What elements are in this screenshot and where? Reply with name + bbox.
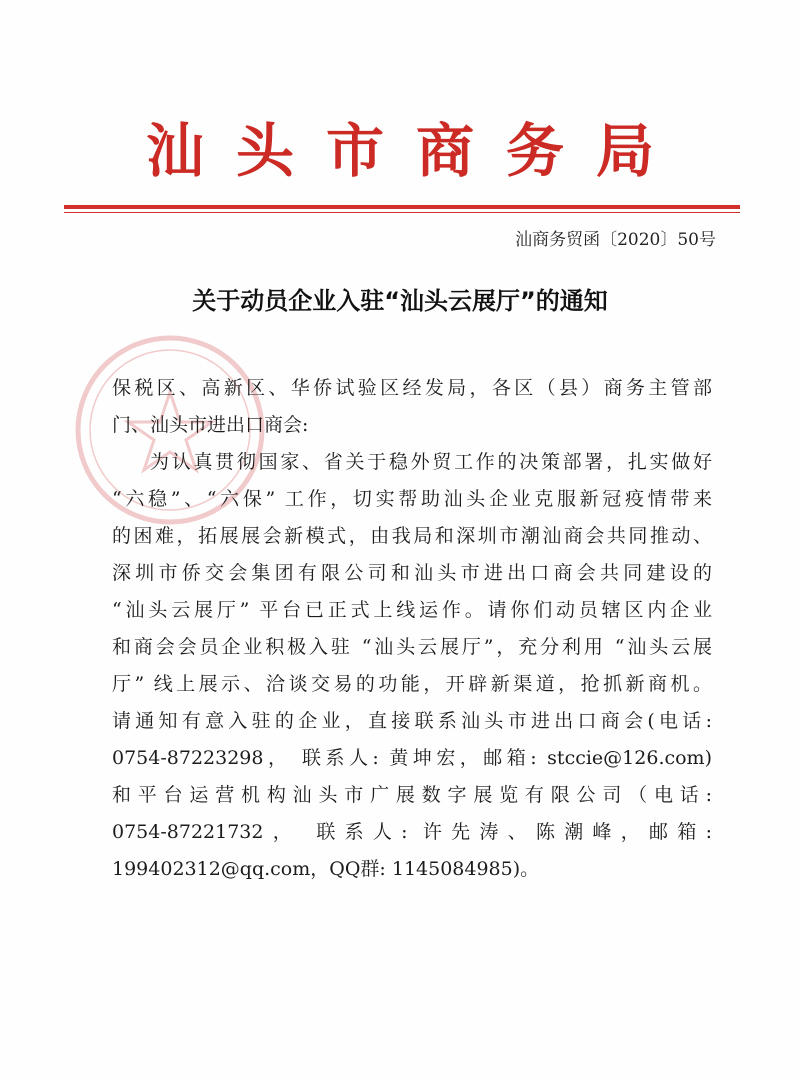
body-line: 199402312@qq.com，QQ群: 1145084985)。 [112,858,540,880]
body-line: 深圳市侨交会集团有限公司和汕头市进出口商会共同建设的 [112,562,712,584]
body-line: 和平台运营机构汕头市广展数字展览有限公司（电话: [112,784,712,806]
body-line: 0754-87223298， 联系人: 黄坤宏，邮箱: stccie@126.com) [112,747,712,769]
body-line: 和商会会员企业积极入驻 “汕头云展厅”，充分利用 “汕头云展 [112,636,712,658]
body-line: 请通知有意入驻的企业，直接联系汕头市进出口商会(电话: [112,710,712,732]
salutation-line: 保税区、高新区、华侨试验区经发局，各区（县）商务主管部 [112,377,712,399]
notice-body [112,370,712,888]
body-line: “汕头云展厅” 平台已正式上线运作。请你们动员辖区内企业 [112,599,712,621]
red-divider-thick [64,205,740,209]
red-divider-thin [64,212,740,213]
salutation-line: 门、汕头市进出口商会: [112,414,309,436]
body-line: 厅” 线上展示、洽谈交易的功能，开辟新渠道，抢抓新商机。 [112,673,712,695]
body-line: 为认真贯彻国家、省关于稳外贸工作的决策部署，扎实做好 [150,451,712,473]
notice-title: 关于动员企业入驻“汕头云展厅”的通知 [192,287,608,315]
body-line: 0754-87221732， 联系人: 许先涛、陈潮峰，邮箱: [112,821,712,843]
body-line: 的困难，拓展展会新模式，由我局和深圳市潮汕商会共同推动、 [112,525,712,547]
body-line: “六稳”、“六保” 工作，切实帮助汕头企业克服新冠疫情带来 [112,488,712,510]
document-number: 汕商务贸函〔2020〕50号 [515,230,716,250]
agency-masthead: 汕头市商务局 [145,117,686,185]
